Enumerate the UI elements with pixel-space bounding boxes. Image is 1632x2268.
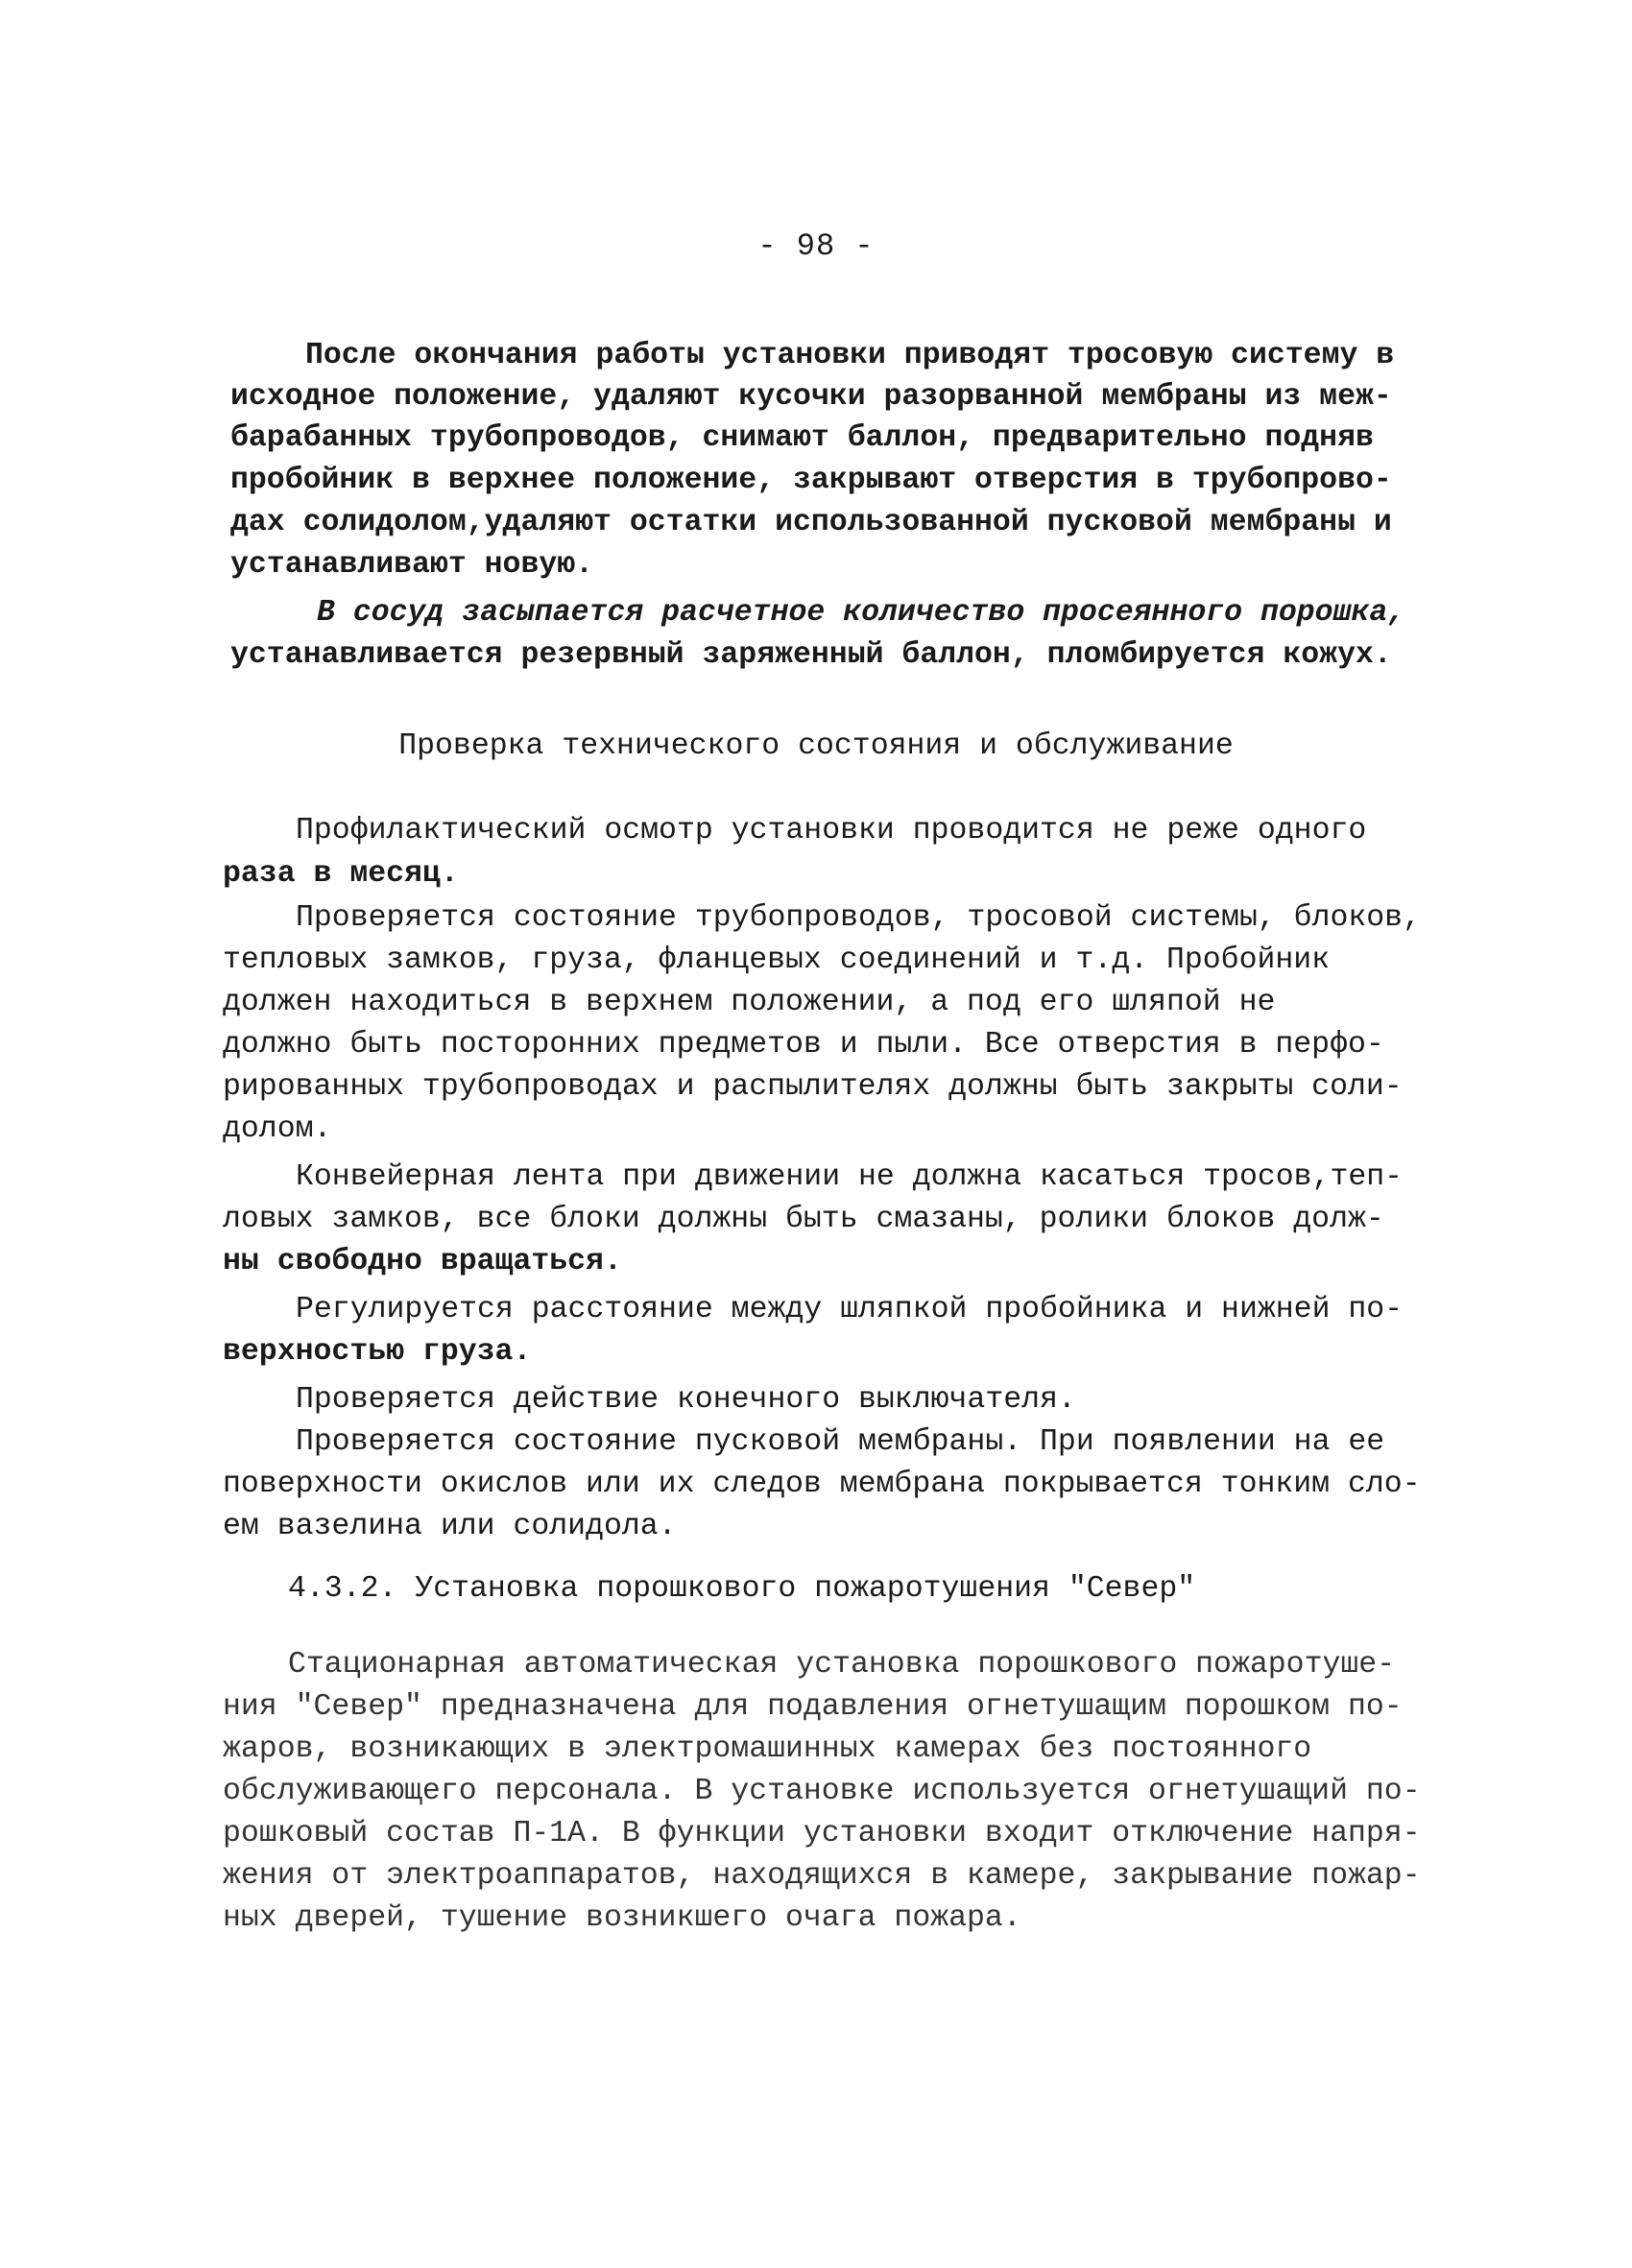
subsection-title: 4.3.2. Установка порошкового пожаротушения "Север" [288,1572,1196,1606]
text-line: Профилактический осмотр установки проводится не реже одного [296,814,1367,848]
text-line: пробойник в верхнее положение, закрывают отверстия в трубопрово- [230,464,1392,497]
text-line: Регулируется расстояние между шляпкой пробойника и нижней по- [296,1293,1404,1326]
section-title: Проверка технического состояния и обслуживание [398,729,1234,763]
text-line: Проверяется состояние пусковой мембраны. При появлении на ее [296,1425,1385,1459]
text-line: должно быть посторонних предметов и пыли. Все отверстия в перфо- [223,1028,1384,1062]
text-line: долом. [223,1112,332,1146]
text-line: Проверяется действие конечного выключателя. [296,1383,1076,1417]
text-line: В сосуд засыпается расчетное количество просеянного порошка, [317,596,1406,630]
text-line: ловых замков, все блоки должны быть смазаны, ролики блоков долж- [223,1203,1384,1236]
text-line: барабанных трубопроводов, снимают баллон, предварительно подняв [230,421,1374,455]
text-line: исходное положение, удаляют кусочки разорванной мембраны из меж- [230,380,1392,414]
text-line: обслуживающего персонала. В установке используется огнетушащий по- [223,1775,1421,1808]
text-line: верхностью груза. [223,1335,532,1369]
text-line: рошковый состав П-1А. В функции установки входит отключение напря- [223,1817,1421,1850]
text-line: рированных трубопроводах и распылителях должны быть закрыты соли- [223,1070,1403,1104]
text-line: Конвейерная лента при движении не должна касаться тросов,теп- [296,1160,1404,1194]
text-line: устанавливают новую. [230,548,594,582]
text-line: поверхности окислов или их следов мембрана покрывается тонким сло- [223,1468,1421,1501]
page-number: - 98 - [757,228,875,264]
text-line: ния "Север" предназначена для подавления огнетушащим порошком по- [223,1690,1403,1724]
text-line: должен находиться в верхнем положении, а под его шляпой не [223,986,1276,1019]
text-line: Стационарная автоматическая установка порошкового пожаротуше- [288,1648,1396,1682]
text-line: тепловых замков, груза, фланцевых соединений и т.д. Пробойник [223,943,1331,977]
text-line: ны свободно вращаться. [223,1245,622,1278]
text-line: ем вазелина или солидола. [223,1510,677,1543]
text-line: раза в месяц. [223,857,459,891]
text-line: Поcле окончания работы установки приводят тросовую систему в [305,339,1395,372]
text-line: жаров, возникающих в электромашинных камерах без постоянного [223,1732,1312,1766]
text-line: жения от электроаппаратов, находящихся в камере, закрывание пожар- [223,1859,1421,1893]
text-line: ных дверей, тушение возникшего очага пожара. [223,1901,1021,1935]
text-line: устанавливается резервный заряженный баллон, пломбируется кожух. [230,638,1392,672]
text-line: Проверяется состояние трубопроводов, тросовой системы, блоков, [296,901,1421,935]
text-line: дах солидолом,удаляют остатки использованной пусковой мембраны и [230,506,1392,539]
